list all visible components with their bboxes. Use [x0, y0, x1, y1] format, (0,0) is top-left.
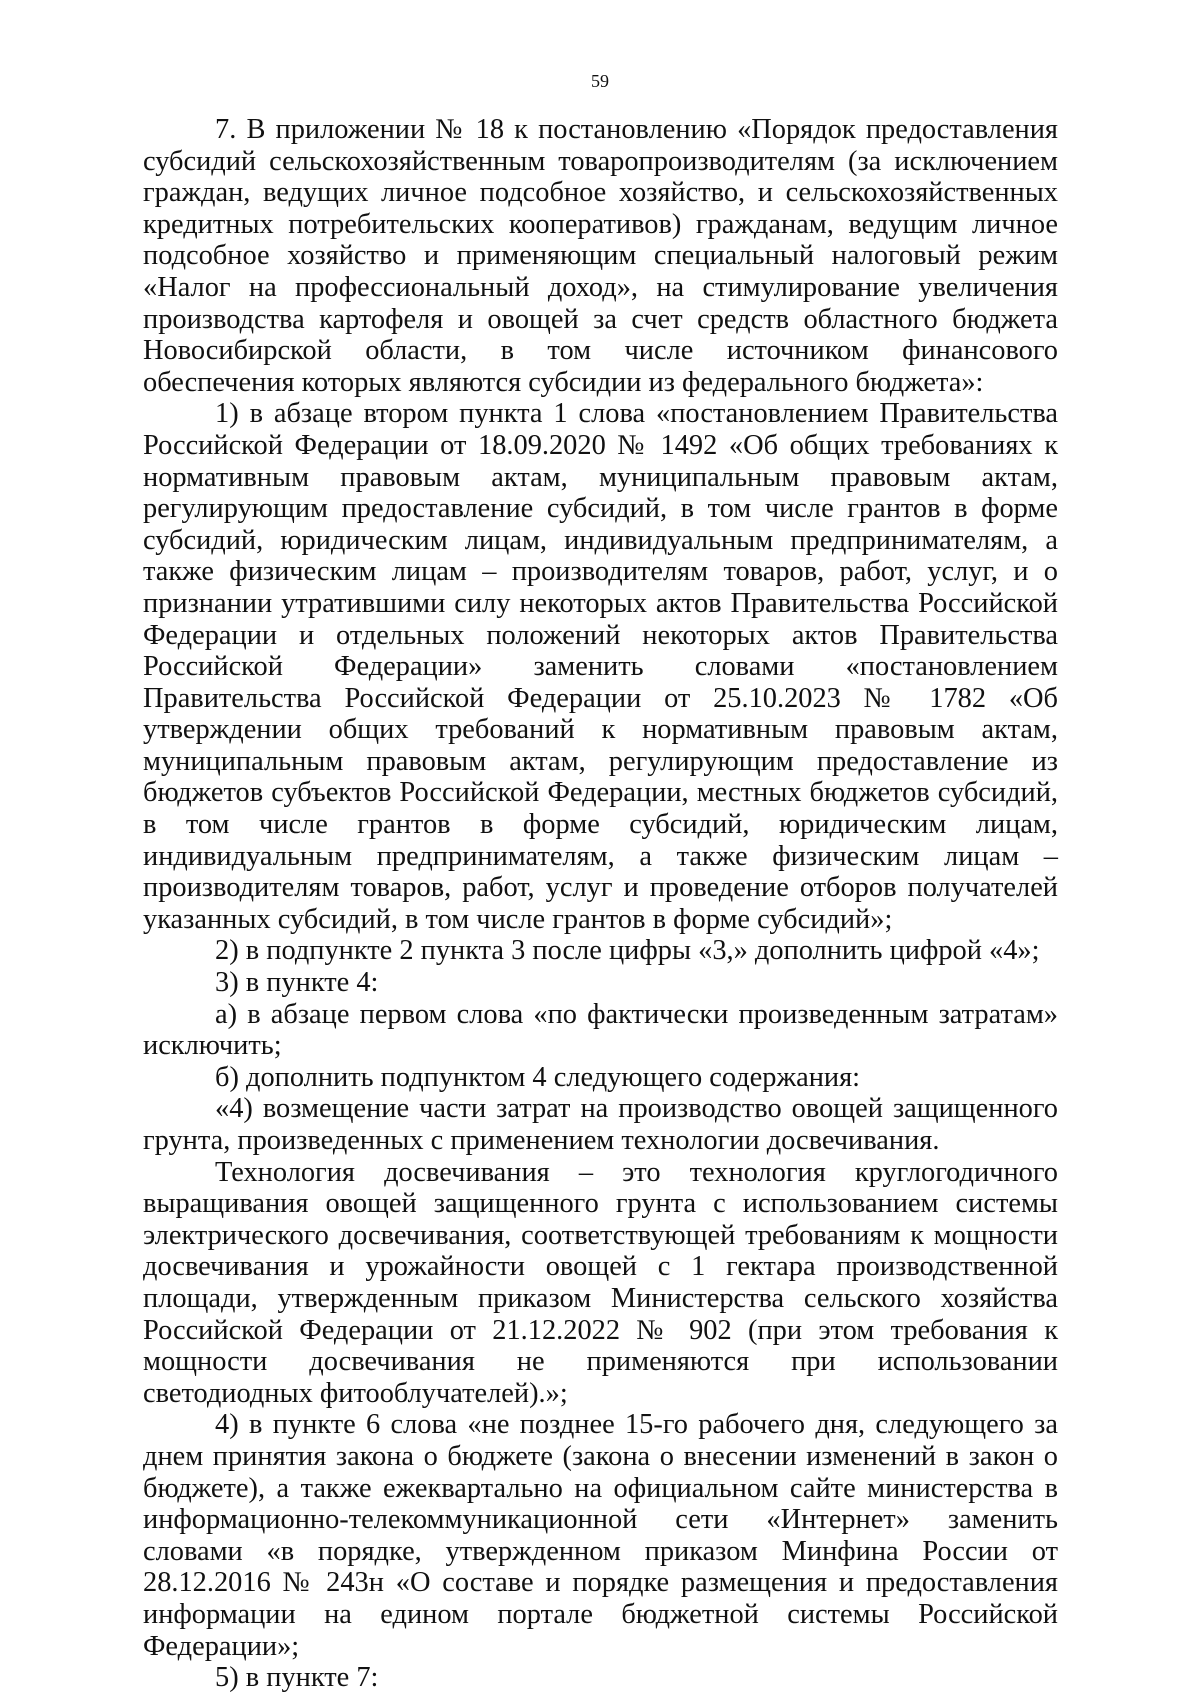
- paragraph-subitem-3: 3) в пункте 4:: [215, 967, 379, 999]
- paragraph-subitem-4: 4) в пункте 6 слова «не позднее 15-го рабочего дня, следующего за днем принятия закона о бюджете (закона о внесении изменений в закон о бюджете), а также ежеквартально на официальном сайте министерства в информационно-телекоммуникационной сети «Интернет» заменить словами «в порядке, утвержденном приказом Минфина России от 28.12.2016 № 243н «О составе и порядке размещения и предоставления информации на едином портале бюджетной системы Российской Федерации»;: [143, 1409, 1058, 1662]
- paragraph-subitem-1: 1) в абзаце втором пункта 1 слова «постановлением Правительства Российской Федерации от 18.09.2020 № 1492 «Об общих требованиях к нормативным правовым актам, муниципальным правовым актам, регулирующим предоставление субсидий, в том числе грантов в форме субсидий, юридическим лицам, индивидуальным предпринимателям, а также физическим лицам – производителям товаров, работ, услуг, и о признании утратившими силу некоторых актов Правительства Российской Федерации и отдельных положений некоторых актов Правительства Российской Федерации» заменить словами «постановлением Правительства Российской Федерации от 25.10.2023 № 1782 «Об утверждении общих требований к нормативным правовым актам, муниципальным правовым актам, регулирующим предоставление из бюджетов субъектов Российской Федерации, местных бюджетов субсидий, в том числе грантов в форме субсидий, юридическим лицам, индивидуальным предпринимателям, а также физическим лицам – производителям товаров, работ, услуг и проведение отборов получателей указанных субсидий, в том числе грантов в форме субсидий»;: [143, 398, 1058, 935]
- paragraph-subitem-2: 2) в подпункте 2 пункта 3 после цифры «3,» дополнить цифрой «4»;: [215, 935, 1040, 967]
- document-body: [143, 114, 1058, 1694]
- paragraph-quoted-subitem-4: «4) возмещение части затрат на производство овощей защищенного грунта, произведенных с применением технологии досвечивания.: [143, 1093, 1058, 1156]
- paragraph-technology-definition: Технология досвечивания – это технология круглогодичного выращивания овощей защищенного грунта с использованием системы электрического досвечивания, соответствующей требованиям к мощности досвечивания и урожайности овощей с 1 гектара производственной площади, утвержденным приказом Министерства сельского хозяйства Российской Федерации от 21.12.2022 № 902 (при этом требования к мощности досвечивания не применяются при использовании светодиодных фитооблучателей).»;: [143, 1156, 1058, 1409]
- paragraph-subitem-3b: б) дополнить подпунктом 4 следующего содержания:: [215, 1061, 861, 1093]
- paragraph-item-7-intro: 7. В приложении № 18 к постановлению «Порядок предоставления субсидий сельскохозяйственным товаропроизводителям (за исключением граждан, ведущих личное подсобное хозяйство, и сельскохозяйственных кредитных потребительских кооперативов) гражданам, ведущим личное подсобное хозяйство и применяющим специальный налоговый режим «Налог на профессиональный доход», на стимулирование увеличения производства картофеля и овощей за счет средств областного бюджета Новосибирской области, в том числе источником финансового обеспечения которых являются субсидии из федерального бюджета»:: [143, 114, 1058, 398]
- paragraph-subitem-5: 5) в пункте 7:: [215, 1662, 379, 1694]
- page-number: 59: [591, 71, 609, 91]
- paragraph-subitem-3a: а) в абзаце первом слова «по фактически произведенным затратам» исключить;: [143, 998, 1058, 1062]
